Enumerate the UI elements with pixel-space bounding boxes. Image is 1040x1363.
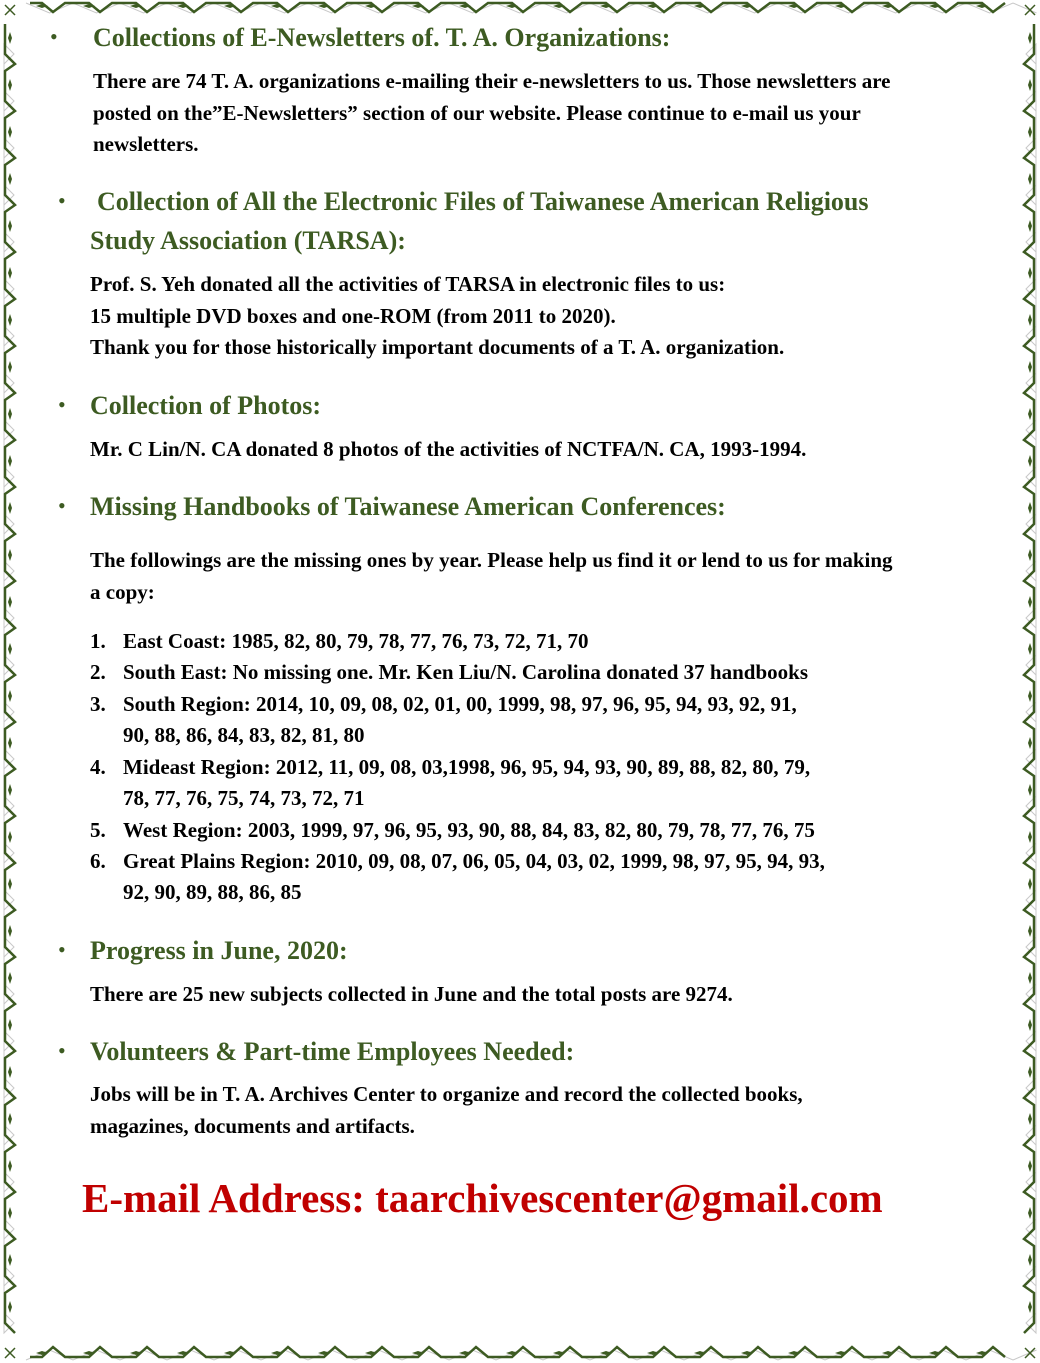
border-motif-icon bbox=[8, 173, 12, 185]
border-motif-icon bbox=[1028, 925, 1032, 937]
border-corner-icon bbox=[5, 1348, 15, 1358]
border-motif-icon bbox=[8, 1207, 12, 1219]
body-line: There are 25 new subjects collected in June and the total posts are 9274. bbox=[90, 982, 733, 1006]
body-line: There are 74 T. A. organizations e-mailing their e-newsletters to us. Those newsletters are bbox=[93, 69, 891, 93]
border-motif-icon bbox=[8, 1019, 12, 1031]
border-motif-icon bbox=[1028, 314, 1032, 326]
border-motif-icon bbox=[1028, 878, 1032, 890]
list-text-continued: 90, 88, 86, 84, 83, 82, 81, 80 bbox=[123, 723, 365, 747]
border-motif-icon bbox=[1028, 972, 1032, 984]
border-bottom-zigzag bbox=[30, 1347, 1005, 1357]
border-motif-icon bbox=[8, 972, 12, 984]
section-body bbox=[90, 545, 893, 608]
body-line: magazines, documents and artifacts. bbox=[90, 1113, 415, 1138]
border-motif-icon bbox=[8, 314, 12, 326]
bullet-icon: • bbox=[50, 24, 58, 49]
body-line: newsletters. bbox=[93, 132, 199, 156]
body-line: Prof. S. Yeh donated all the activities of TARSA in electronic files to us: bbox=[90, 272, 726, 296]
list-text: Mideast Region: 2012, 11, 09, 08, 03,1998, 96, 95, 94, 93, 90, 89, 88, 82, 80, 79, bbox=[123, 755, 811, 779]
section-heading: Volunteers & Part-time Employees Needed: bbox=[90, 1037, 575, 1066]
list-number: 4. bbox=[90, 755, 106, 779]
border-motif-icon bbox=[8, 737, 12, 749]
border-motif-icon bbox=[1028, 1160, 1032, 1172]
bullet-icon: • bbox=[58, 937, 66, 962]
border-motif-icon bbox=[8, 831, 12, 843]
border-motif-icon bbox=[1028, 1019, 1032, 1031]
list-text-continued: 78, 77, 76, 75, 74, 73, 72, 71 bbox=[123, 786, 365, 810]
list-text: South East: No missing one. Mr. Ken Liu/N. Carolina donated 37 handbooks bbox=[123, 660, 808, 684]
border-motif-icon bbox=[1028, 549, 1032, 561]
list-text: East Coast: 1985, 82, 80, 79, 78, 77, 76, 73, 72, 71, 70 bbox=[123, 629, 589, 653]
border-corner-icon bbox=[5, 5, 15, 15]
border-motif-icon bbox=[1028, 79, 1032, 91]
bullet-icon: • bbox=[58, 1038, 66, 1063]
section-heading-continued: Study Association (TARSA): bbox=[90, 226, 406, 255]
border-motif-icon bbox=[1028, 1207, 1032, 1219]
border-motif-icon bbox=[1028, 267, 1032, 279]
border-motif-icon bbox=[8, 690, 12, 702]
section-heading: Collection of All the Electronic Files of Taiwanese American Religious bbox=[97, 187, 869, 216]
border-motif-icon bbox=[1028, 690, 1032, 702]
section-heading: Collections of E-Newsletters of. T. A. Organizations: bbox=[93, 23, 671, 52]
section-heading: Collection of Photos: bbox=[90, 391, 322, 420]
border-motif-icon bbox=[8, 925, 12, 937]
section-heading: Progress in June, 2020: bbox=[90, 936, 348, 965]
list-number: 6. bbox=[90, 849, 106, 873]
body-line: a copy: bbox=[90, 579, 155, 604]
border-motif-icon bbox=[1028, 1066, 1032, 1078]
border-motif-icon bbox=[8, 549, 12, 561]
border-motif-icon bbox=[8, 220, 12, 232]
border-motif-icon bbox=[1028, 643, 1032, 655]
border-motif-icon bbox=[1028, 32, 1032, 44]
body-line: Mr. C Lin/N. CA donated 8 photos of the activities of NCTFA/N. CA, 1993-1994. bbox=[90, 437, 807, 461]
body-line: 15 multiple DVD boxes and one-ROM (from 2011 to 2020). bbox=[90, 303, 616, 328]
border-motif-icon bbox=[8, 455, 12, 467]
body-line: The followings are the missing ones by year. Please help us find it or lend to us for making bbox=[90, 548, 893, 572]
border-motif-icon bbox=[8, 643, 12, 655]
border-motif-icon bbox=[1028, 1113, 1032, 1125]
list-text: South Region: 2014, 10, 09, 08, 02, 01, 00, 1999, 98, 97, 96, 95, 94, 93, 92, 91, bbox=[123, 692, 797, 716]
list-text: West Region: 2003, 1999, 97, 96, 95, 93, 90, 88, 84, 83, 82, 80, 79, 78, 77, 76, 75 bbox=[123, 818, 815, 842]
list-number: 1. bbox=[90, 629, 106, 653]
list-text: Great Plains Region: 2010, 09, 08, 07, 06, 05, 04, 03, 02, 1999, 98, 97, 95, 94, 93, bbox=[123, 849, 825, 873]
border-motif-icon bbox=[1028, 408, 1032, 420]
border-motif-icon bbox=[1028, 596, 1032, 608]
border-motif-icon bbox=[1028, 831, 1032, 843]
border-motif-icon bbox=[1028, 1254, 1032, 1266]
section-heading: Missing Handbooks of Taiwanese American Conferences: bbox=[90, 492, 726, 521]
body-line: Jobs will be in T. A. Archives Center to organize and record the collected books, bbox=[90, 1082, 803, 1106]
border-motif-icon bbox=[1028, 173, 1032, 185]
body-line: posted on the”E-Newsletters” section of our website. Please continue to e-mail us your bbox=[93, 100, 861, 125]
border-corner-icon bbox=[1025, 5, 1035, 15]
list-number: 2. bbox=[90, 660, 106, 684]
border-motif-icon bbox=[8, 361, 12, 373]
border-corner-icon bbox=[1025, 1348, 1035, 1358]
border-right-zigzag bbox=[1024, 24, 1034, 1333]
contact-email: E-mail Address: taarchivescenter@gmail.com bbox=[82, 1175, 883, 1221]
list-number: 3. bbox=[90, 692, 106, 716]
section-body bbox=[90, 1079, 803, 1142]
border-motif-icon bbox=[8, 1301, 12, 1313]
border-motif-icon bbox=[8, 267, 12, 279]
border-motif-icon bbox=[8, 596, 12, 608]
border-motif-icon bbox=[8, 878, 12, 890]
border-motif-icon bbox=[1028, 455, 1032, 467]
border-top-zigzag bbox=[30, 3, 1005, 12]
section-body bbox=[93, 66, 891, 161]
bullet-icon: • bbox=[58, 493, 66, 518]
border-motif-icon bbox=[1028, 361, 1032, 373]
bullet-icon: • bbox=[58, 188, 66, 213]
border-motif-icon bbox=[8, 1254, 12, 1266]
border-motif-icon bbox=[8, 784, 12, 796]
border-motif-icon bbox=[1028, 126, 1032, 138]
border-motif-icon bbox=[8, 79, 12, 91]
border-motif-icon bbox=[8, 32, 12, 44]
border-motif-icon bbox=[1028, 737, 1032, 749]
border-motif-icon bbox=[8, 1113, 12, 1125]
bullet-icon: • bbox=[58, 392, 66, 417]
list-text-continued: 92, 90, 89, 88, 86, 85 bbox=[123, 880, 302, 904]
border-motif-icon bbox=[8, 126, 12, 138]
border-motif-icon bbox=[8, 1066, 12, 1078]
border-motif-icon bbox=[1028, 502, 1032, 514]
list-number: 5. bbox=[90, 818, 106, 842]
body-line: Thank you for those historically important documents of a T. A. organization. bbox=[90, 335, 785, 359]
border-motif-icon bbox=[8, 502, 12, 514]
border-motif-icon bbox=[8, 1160, 12, 1172]
section-body bbox=[90, 269, 784, 364]
border-motif-icon bbox=[1028, 220, 1032, 232]
border-motif-icon bbox=[1028, 1301, 1032, 1313]
border-motif-icon bbox=[8, 408, 12, 420]
border-motif-icon bbox=[1028, 784, 1032, 796]
